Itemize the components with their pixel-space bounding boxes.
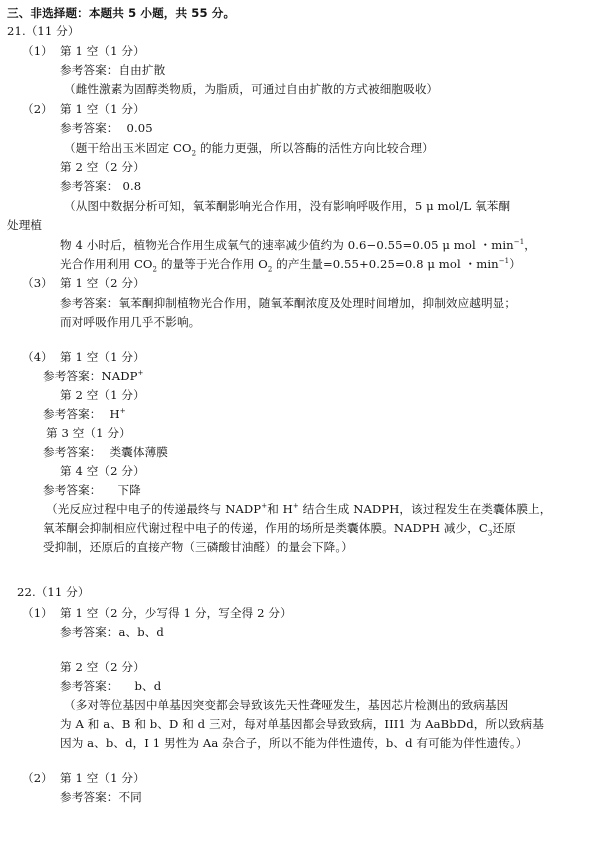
- q21-p2-explanation2-line1: （从图中数据分析可知，氧苯酮影响光合作用，没有影响呼吸作用，5 μ mol/L 氧苯酮: [64, 199, 511, 213]
- answer-label: 参考答案：: [43, 445, 102, 459]
- q22-p1-answer2-row: 参考答案： b、d: [60, 679, 162, 693]
- q22-p1-blank2: 第 2 空（2 分）: [60, 660, 145, 674]
- q21-p2-answer1-row: [60, 120, 153, 137]
- q21-p4-label: （4）: [22, 350, 53, 364]
- q21-p4-blank2: 第 2 空（1 分）: [60, 388, 145, 402]
- q21-p2-blank2: 第 2 空（2 分）: [60, 160, 145, 174]
- q21-p4-blank4: 第 4 空（2 分）: [60, 464, 145, 478]
- q21-p4-answer1-row: 参考答案：NADP+: [43, 369, 144, 383]
- q21-p4-answer3-row: 参考答案： 类囊体薄膜: [43, 445, 168, 459]
- q21-p4-explanation-line3: 受抑制，还原后的直接产物（三磷酸甘油醛）的量会下降。）: [43, 540, 353, 554]
- answer-label: 参考答案：: [43, 483, 102, 497]
- answer-label: 参考答案：: [60, 625, 119, 639]
- section-header: 三、非选择题：本题共 5 小题，共 55 分。: [7, 6, 236, 20]
- q21-p2-explanation2-line3: 物 4 小时后，植物光合作用生成氧气的速率减少值约为 0.6−0.55=0.05 μ mol ・$\min^{-1}$，: [60, 238, 536, 252]
- q21-p2-explanation2-line4: 光合作用利用 $CO_2$ 的量等于光合作用 $O_2$ 的产生量=0.55+0.25=0.8 μ mol ・$\min^{-1}$）: [60, 257, 521, 274]
- answer-label: 参考答案：: [60, 679, 119, 693]
- answer-value: 0.05: [126, 121, 153, 135]
- q22-p1-explanation-line3: 因为 a、b、d，I 1 男性为 Aa 杂合子，所以不能为伴性遗传，b、d 有可能为伴性遗传。）: [60, 736, 528, 750]
- q21-p2-explanation1: （题干给出玉米固定 $CO_2$ 的能力更强，所以答酶的活性方向比较合理）: [64, 141, 434, 158]
- answer-label: 参考答案：: [43, 369, 102, 383]
- answer-label: 参考答案：: [60, 121, 119, 135]
- q21-p4-explanation-line1: （光反应过程中电子的传递最终与 NADP+和 H+ 结合生成 NADPH，该过程发生在类囊体膜上，: [46, 502, 552, 516]
- answer-label: 参考答案：: [60, 63, 119, 77]
- q21-p4-explanation-line2: 氧苯酮会抑制相应代谢过程中电子的传递，作用的场所是类囊体膜。NADPH 减少，$C_3$还原: [43, 521, 516, 538]
- q21-p1-explanation: （雌性激素为固醇类物质，为脂质，可通过自由扩散的方式被细胞吸收）: [64, 82, 439, 96]
- answer-value: 自由扩散: [118, 63, 166, 77]
- answer-label: 参考答案：: [60, 296, 119, 310]
- answer-value: 0.8: [122, 179, 142, 193]
- q21-p2-answer2-row: [60, 178, 141, 195]
- q22-p1-explanation-line2: 为 A 和 a、B 和 b、D 和 d 三对，每对单基因都会导致致病，III1 为 AaBbDd，所以致病基: [60, 717, 544, 731]
- q21-p3-blank1: 第 1 空（2 分）: [60, 276, 145, 290]
- q22-p1-answer1-row: 参考答案：a、b、d: [60, 625, 164, 639]
- q21-p4-answer2-row: 参考答案： H+: [43, 407, 126, 421]
- answer-label: 参考答案：: [60, 790, 119, 804]
- q22-title: 22.（11 分）: [17, 585, 90, 599]
- q22-p1-explanation-line1: （多对等位基因中单基因突变都会导致该先天性聋哑发生，基因芯片检测出的致病基因: [64, 698, 509, 712]
- q21-title: 21.（11 分）: [7, 24, 80, 38]
- q21-p2-explanation2-line2: 处理植: [7, 218, 43, 232]
- answer-value: 氧苯酮抑制植物光合作用，随氧苯酮浓度及处理时间增加，抑制效应越明显；: [118, 296, 517, 310]
- q21-p3-label: （3）: [22, 276, 53, 290]
- q22-p2-answer-row: 参考答案：不同: [60, 790, 142, 804]
- answer-label: 参考答案：: [43, 407, 102, 421]
- q21-p1-answer-row: [60, 62, 165, 79]
- q21-p4-answer4-row: 参考答案： 下降: [43, 483, 141, 497]
- q21-p1-blank1: 第 1 空（1 分）: [60, 44, 145, 58]
- q21-p2-label: （2）: [22, 102, 53, 116]
- q21-p3-answer-row: [60, 295, 516, 312]
- q21-p2-blank1: 第 1 空（1 分）: [60, 102, 145, 116]
- q22-p2-label: （2）: [22, 771, 53, 785]
- q22-p1-blank1: 第 1 空（2 分，少写得 1 分，写全得 2 分）: [60, 606, 292, 620]
- q22-p1-label: （1）: [22, 606, 53, 620]
- q21-p3-answer-line2: 而对呼吸作用几乎不影响。: [60, 315, 201, 329]
- q21-p4-blank3: 第 3 空（1 分）: [46, 426, 131, 440]
- answer-label: 参考答案：: [60, 179, 119, 193]
- q21-p4-blank1: 第 1 空（1 分）: [60, 350, 145, 364]
- q22-p2-blank1: 第 1 空（1 分）: [60, 771, 145, 785]
- q21-p1-label: （1）: [22, 44, 53, 58]
